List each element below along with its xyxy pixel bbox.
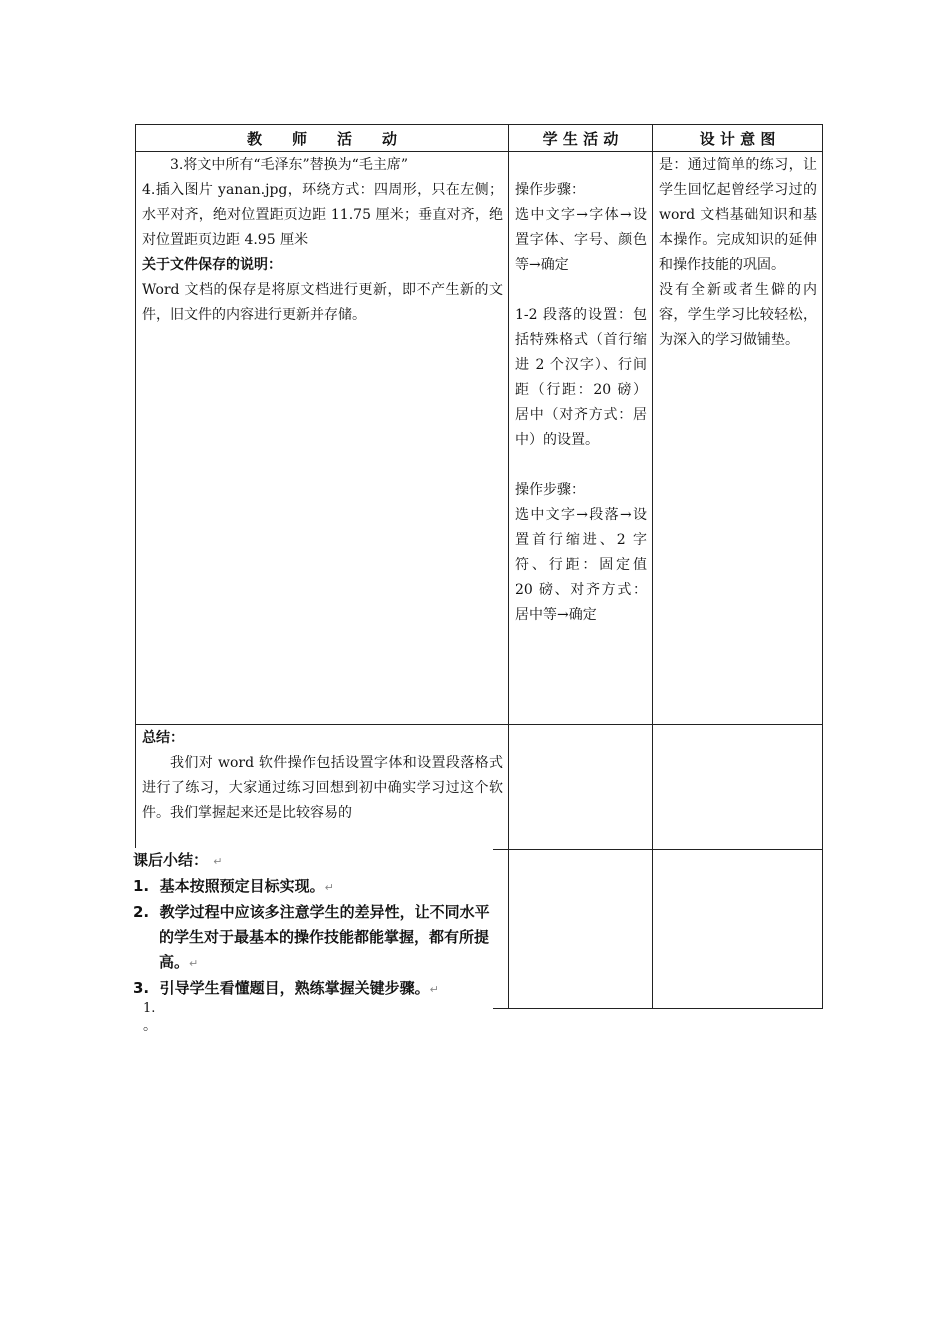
steps2-title: 操作步骤： xyxy=(515,482,585,498)
header-row xyxy=(136,125,823,152)
after-item-2: 2. 教学过程中应该多注意学生的差异性，让不同水平的学生对于最基本的操作技能都能掌握，都有所提高。↵ xyxy=(133,903,490,971)
trailing-period: 。 xyxy=(143,1018,157,1034)
after-class-row xyxy=(136,850,823,1009)
header-design: 设 计 意 图 xyxy=(653,125,823,152)
lesson-table xyxy=(133,124,823,1016)
design-p1: 是：通过简单的练习，让学生回忆起曾经学习过的 word 文档基础知识和基本操作。完成知识的延伸和操作技能的巩固。 xyxy=(659,157,817,273)
after-class-box xyxy=(133,848,493,1016)
student-cell xyxy=(509,152,653,725)
after-class-title: 课后小结： xyxy=(133,851,209,869)
summary-student-cell xyxy=(509,725,653,850)
header-teacher: 教 师 活 动 xyxy=(136,125,509,152)
return-mark-icon: ↵ xyxy=(189,957,199,970)
return-mark-icon: ↵ xyxy=(213,855,223,868)
header-student: 学 生 活 动 xyxy=(509,125,653,152)
teacher-line-2: 4.插入图片 yanan.jpg，环绕方式：四周形，只在左侧；水平对齐，绝对位置距页边距 11.75 厘米；垂直对齐，绝对位置距页边距 4.95 厘米 xyxy=(142,182,503,248)
save-title: 关于文件保存的说明： xyxy=(142,257,282,273)
trailing-number: 1. xyxy=(143,1001,156,1016)
summary-design-cell xyxy=(653,725,823,850)
para-text: 1-2 段落的设置：包括特殊格式（首行缩进 2 个汉字）、行间距（行距：20 磅）居中（对齐方式：居中）的设置。 xyxy=(515,307,647,448)
steps1-title: 操作步骤： xyxy=(515,182,585,198)
summary-cell xyxy=(136,725,509,850)
teacher-cell xyxy=(136,152,509,725)
after-item-1: 1. 基本按照预定目标实现。↵ xyxy=(133,877,334,895)
save-text: Word 文档的保存是将原文档进行更新，即不产生新的文件，旧文件的内容进行更新并存储。 xyxy=(142,282,503,323)
after-class-cell xyxy=(133,850,509,1016)
summary-text: 我们对 word 软件操作包括设置字体和设置段落格式进行了练习，大家通过练习回想到初中确实学习过这个软件。我们掌握起来还是比较容易的 xyxy=(142,755,503,821)
summary-row xyxy=(136,725,823,850)
after-student-cell xyxy=(509,850,653,1009)
teacher-line-1: 3.将文中所有“毛泽东”替换为“毛主席” xyxy=(170,157,408,173)
steps1-text: 选中文字→字体→设置字体、字号、颜色等→确定 xyxy=(515,207,647,273)
after-item-3: 3. 引导学生看懂题目，熟练掌握关键步骤。↵ xyxy=(133,979,439,997)
summary-title: 总结： xyxy=(142,730,184,746)
main-row xyxy=(136,152,823,725)
design-cell xyxy=(653,152,823,725)
design-p2: 没有全新或者生僻的内容，学生学习比较轻松，为深入的学习做铺垫。 xyxy=(659,282,817,348)
after-design-cell xyxy=(653,850,823,1009)
steps2-text: 选中文字→段落→设置首行缩进、2 字符、行距：固定值 20 磅、对齐方式：居中等→确定 xyxy=(515,507,647,623)
return-mark-icon: ↵ xyxy=(324,881,334,894)
return-mark-icon: ↵ xyxy=(429,983,439,996)
